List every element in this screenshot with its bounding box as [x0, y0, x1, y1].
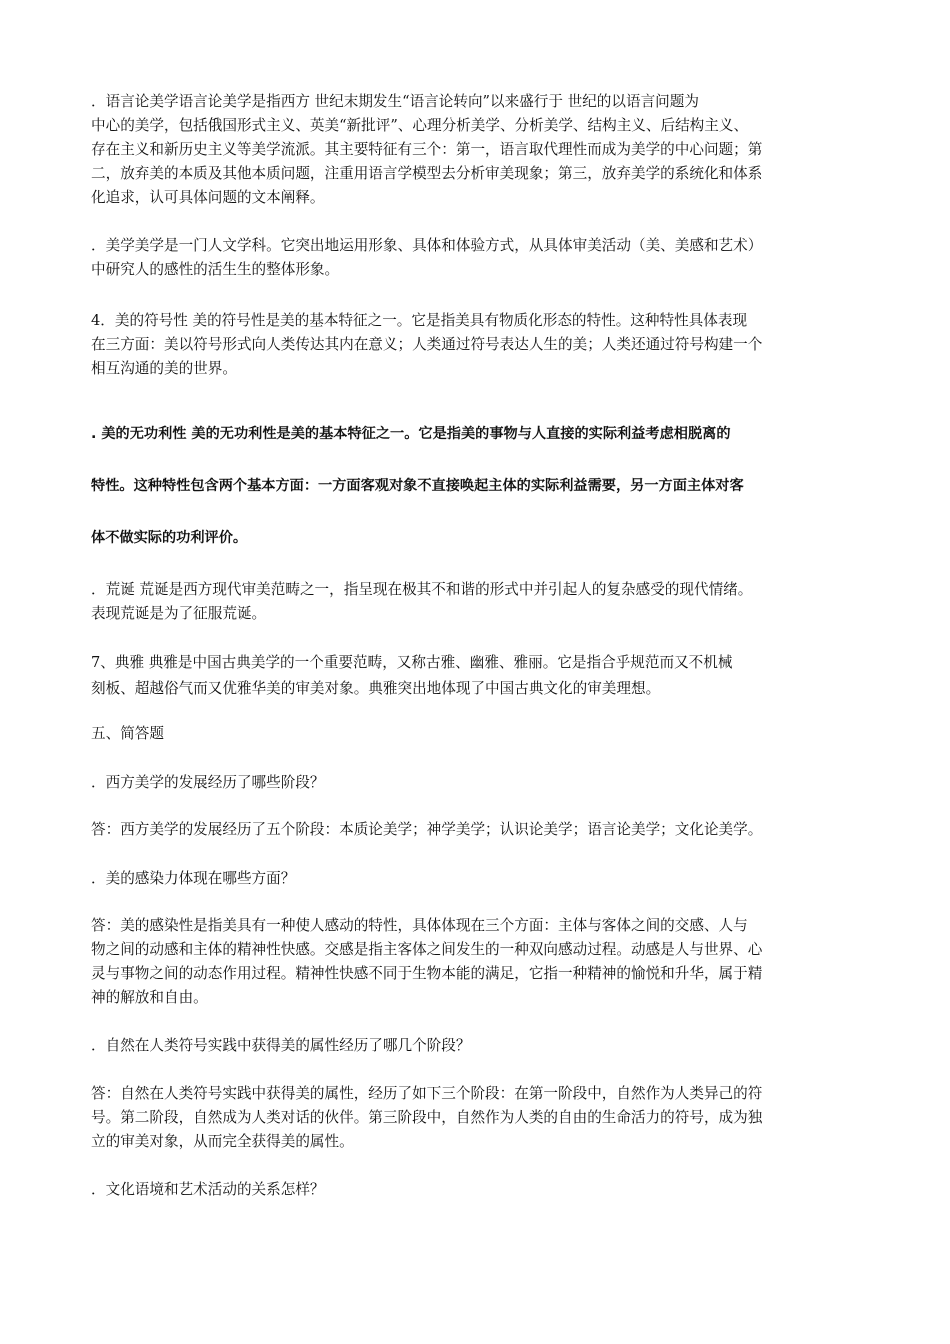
text-line: 体不做实际的功利评价。 — [91, 530, 248, 546]
text-line: 刻板、超越俗气而又优雅华美的审美对象。典雅突出地体现了中国古典文化的审美理想。 — [91, 680, 661, 697]
text-line: ．西方美学的发展经历了哪些阶段？ — [91, 774, 325, 791]
paragraph-symbolic-beauty — [91, 309, 863, 381]
text-line: 答：西方美学的发展经历了五个阶段：本质论美学；神学美学；认识论美学；语言论美学；文化论美学。 — [91, 821, 763, 838]
answer-western-aesthetics — [91, 818, 863, 842]
text-line: ．语言论美学语言论美学是指西方 世纪末期发生“语言论转向”以来盛行于 世纪的以语言问题为 — [91, 93, 699, 110]
text-line: 存在主义和新历史主义等美学流派。其主要特征有三个：第一，语言取代理性而成为美学的中心问题；第 — [91, 141, 763, 158]
text-line: ．自然在人类符号实践中获得美的属性经历了哪几个阶段？ — [91, 1037, 471, 1054]
text-line: 答：美的感染性是指美具有一种使人感动的特性，具体体现在三个方面：主体与客体之间的交感、人与 — [91, 917, 748, 934]
answer-aesthetic-appeal — [91, 914, 863, 1010]
text-line: 二，放弃美的本质及其他本质问题，注重用语言学模型去分析审美现象；第三，放弃美学的系统化和体系 — [91, 165, 763, 182]
text-line: ．美学美学是一门人文学科。它突出地运用形象、具体和体验方式，从具体审美活动（美、美感和艺术） — [91, 237, 763, 254]
text-line: 中研究人的感性的活生生的整体形象。 — [91, 261, 340, 278]
text-line: 化追求，认可具体问题的文本阐释。 — [91, 189, 325, 206]
text-line: 立的审美对象，从而完全获得美的属性。 — [91, 1133, 354, 1150]
question-nature-stages — [91, 1034, 863, 1058]
question-cultural-context — [91, 1178, 863, 1202]
text-line: 4．美的符号性 美的符号性是美的基本特征之一。它是指美具有物质化形态的特性。这种特性具体表现 — [91, 312, 748, 329]
text-line: 五、简答题 — [91, 725, 164, 742]
question-aesthetic-appeal — [91, 867, 863, 891]
text-line: . 美的无功利性 美的无功利性是美的基本特征之一。它是指美的事物与人直接的实际利益考虑相脱离的 — [91, 426, 731, 442]
section-heading-short-answer — [91, 722, 863, 746]
question-western-aesthetics — [91, 771, 863, 795]
text-line: 神的解放和自由。 — [91, 989, 208, 1006]
text-line: ．美的感染力体现在哪些方面？ — [91, 870, 296, 887]
text-line: 7、典雅 典雅是中国古典美学的一个重要范畴，又称古雅、幽雅、雅丽。它是指合乎规范而又不机械 — [91, 654, 733, 671]
text-line: 物之间的动感和主体的精神性快感。交感是指主客体之间发生的一种双向感动过程。动感是人与世界、心 — [91, 941, 763, 958]
text-line: 相互沟通的美的世界。 — [91, 360, 237, 377]
paragraph-elegance — [91, 650, 863, 702]
text-line: ．文化语境和艺术活动的关系怎样？ — [91, 1181, 325, 1198]
text-line: 号。第二阶段，自然成为人类对话的伙伴。第三阶段中，自然作为人类的自由的生命活力的符号，成为独 — [91, 1109, 763, 1126]
text-line: 特性。这种特性包含两个基本方面：一方面客观对象不直接唤起主体的实际利益需要，另一方面主体对客 — [91, 478, 744, 494]
paragraph-language-aesthetics — [91, 90, 863, 210]
text-line: 答：自然在人类符号实践中获得美的属性，经历了如下三个阶段：在第一阶段中，自然作为人类异己的符 — [91, 1085, 763, 1102]
paragraph-absurd — [91, 578, 863, 626]
paragraph-aesthetics — [91, 234, 863, 282]
text-line: ．荒诞 荒诞是西方现代审美范畴之一，指呈现在极其不和谐的形式中并引起人的复杂感受的现代情绪。 — [91, 581, 753, 598]
paragraph-non-utilitarian-beauty — [91, 415, 863, 557]
text-line: 中心的美学，包括俄国形式主义、英美“新批评”、心理分析美学、分析美学、结构主义、后结构主义、 — [91, 117, 749, 134]
text-line: 灵与事物之间的动态作用过程。精神性快感不同于生物本能的满足，它指一种精神的愉悦和升华，属于精 — [91, 965, 763, 982]
text-line: 在三方面：美以符号形式向人类传达其内在意义；人类通过符号表达人生的美；人类还通过符号构建一个 — [91, 336, 763, 353]
answer-nature-stages — [91, 1082, 863, 1154]
text-line: 表现荒诞是为了征服荒诞。 — [91, 605, 267, 622]
